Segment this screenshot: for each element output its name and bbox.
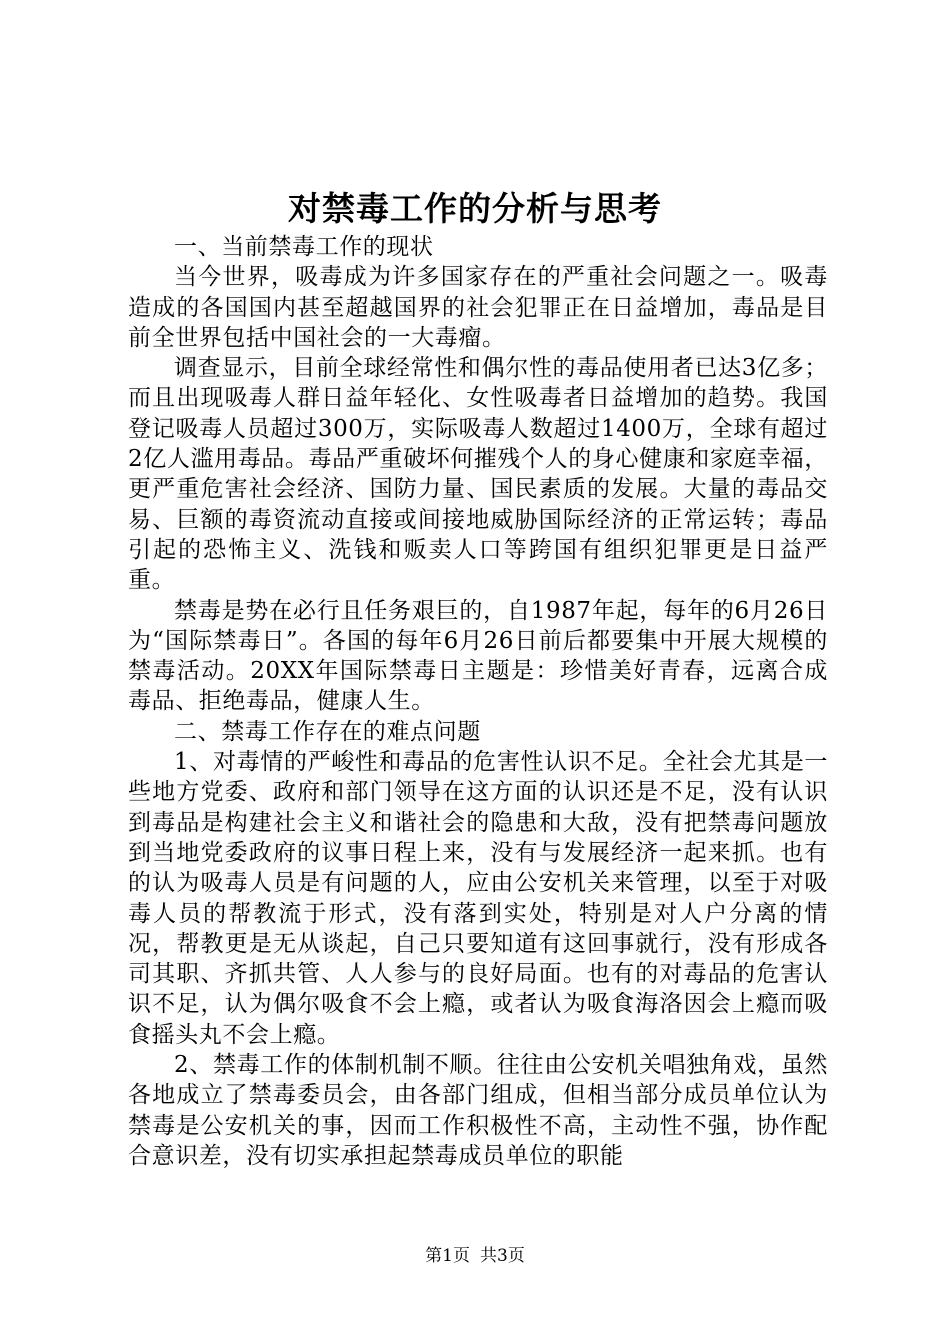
page-footer xyxy=(0,1244,950,1268)
body-paragraph: 2、禁毒工作的体制机制不顺。往往由公安机关唱独角戏，虽然各地成立了禁毒委员会，由各部门组成，但相当部分成员单位认为禁毒是公安机关的事，因而工作积极性不高，主动性不强，协作配合意识差，没有切实承担起禁毒成员单位的职能 xyxy=(128,1052,828,1169)
body-paragraph: 禁毒是势在必行且任务艰巨的，自1987年起，每年的6月26日为“国际禁毒日”。各国的每年6月26日前后都要集中开展大规模的禁毒活动。20XX年国际禁毒日主题是：珍惜美好青春，远离合成毒品、拒绝毒品，健康人生。 xyxy=(128,597,828,715)
page-number: 第1页 xyxy=(425,1246,470,1266)
document-title: 对禁毒工作的分析与思考 xyxy=(288,189,662,228)
document-body xyxy=(128,232,828,1171)
section-heading: 二、禁毒工作存在的难点问题 xyxy=(174,718,481,745)
section-heading: 一、当前禁毒工作的现状 xyxy=(174,234,434,260)
page-total: 共3页 xyxy=(480,1246,525,1266)
body-paragraph: 1、对毒情的严峻性和毒品的危害性认识不足。全社会尤其是一些地方党委、政府和部门领导在这方面的认识还是不足，没有认识到毒品是构建社会主义和谐社会的隐患和大敌，没有把禁毒问题放到当地党委政府的议事日程上来，没有与发展经济一起来抓。也有的认为吸毒人员是有问题的人，应由公安机关来管理，以至于对吸毒人员的帮教流于形式，没有落到实处，特别是对人户分离的情况，帮教更是无从谈起，自己只要知道有这回事就行，没有形成各司其职、齐抓共管、人人参与的良好局面。也有的对毒品的危害认识不足，认为偶尔吸食不会上瘾，或者认为吸食海洛因会上瘾而吸食摇头丸不会上瘾。 xyxy=(128,749,828,1048)
body-paragraph: 调查显示，目前全球经常性和偶尔性的毒品使用者已达3亿多；而且出现吸毒人群日益年轻化、女性吸毒者日益增加的趋势。我国登记吸毒人员超过300万，实际吸毒人数超过1400万，全球有超过2亿人滥用毒品。毒品严重破坏何摧残个人的身心健康和家庭幸福，更严重危害社会经济、国防力量、国民素质的发展。大量的毒品交易、巨额的毒资流动直接或间接地威胁国际经济的正常运转；毒品引起的恐怖主义、洗钱和贩卖人口等跨国有组织犯罪更是日益严重。 xyxy=(128,355,828,594)
body-paragraph: 当今世界，吸毒成为许多国家存在的严重社会问题之一。吸毒造成的各国国内甚至超越国界的社会犯罪正在日益增加，毒品是目前全世界包括中国社会的一大毒瘤。 xyxy=(128,264,828,351)
